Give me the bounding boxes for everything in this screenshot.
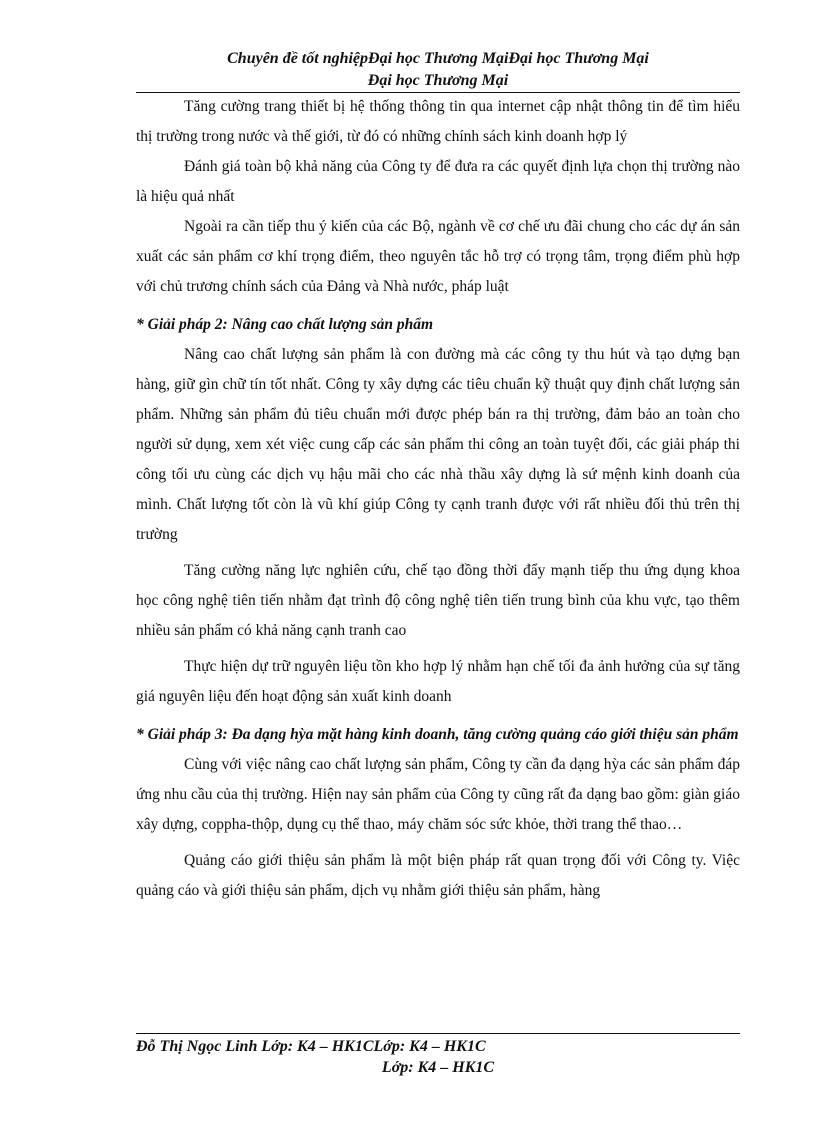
paragraph-material-reserve: Thực hiện dự trữ nguyên liệu tồn kho hợp lý nhằm hạn chế tối đa ảnh hưởng của sự tăng giá nguyên liệu đến hoạt động sản xuất kinh doanh bbox=[136, 658, 740, 705]
paragraph-product-diversification: Cùng với việc nâng cao chất lượng sản phẩm, Công ty cần đa dạng hỳa các sản phẩm đáp ứng nhu cầu của thị trường. Hiện nay sản phẩm của Công ty cũng rất đa dạng bao gồm: giàn giáo xây dựng, coppha-thộp, dụng cụ thể thao, máy chăm sóc sức khỏe, thời trang thể thao… bbox=[136, 756, 740, 833]
paragraph-internet-info: Tăng cường trang thiết bị hệ thống thông tin qua internet cập nhật thông tin để tìm hiểu thị trường trong nước và thế giới, từ đó có những chính sách kinh doanh hợp lý bbox=[136, 98, 740, 145]
section-heading-solution-2: * Giải pháp 2: Nâng cao chất lượng sản phẩm bbox=[136, 316, 434, 333]
section-heading-solution-3: * Giải pháp 3: Đa dạng hỳa mặt hàng kinh doanh, tăng cường quảng cáo giới thiệu sản phẩm bbox=[136, 726, 739, 743]
paragraph-ministry-feedback: Ngoài ra cần tiếp thu ý kiến của các Bộ, ngành về cơ chế ưu đãi chung cho các dự án sản xuất các sản phẩm cơ khí trọng điểm, theo nguyên tắc hỗ trợ có trọng tâm, trọng điểm phù hợp với chủ trương chính sách của Đảng và Nhà nước, pháp luật bbox=[136, 218, 740, 295]
footer-line-2: Lớp: K4 – HK1C bbox=[381, 1059, 495, 1076]
page-header bbox=[136, 48, 740, 92]
paragraph-research-capacity: Tăng cường năng lực nghiên cứu, chế tạo đồng thời đẩy mạnh tiếp thu ứng dụng khoa học công nghệ tiên tiến nhằm đạt trình độ công nghệ tiên tiến trung bình của khu vực, tạo thêm nhiều sản phẩm có khả năng cạnh tranh cao bbox=[136, 562, 740, 639]
paragraph-advertising: Quảng cáo giới thiệu sản phẩm là một biện pháp rất quan trọng đối với Công ty. Việc quảng cáo và giới thiệu sản phẩm, dịch vụ nhằm giới thiệu sản phẩm, hàng bbox=[136, 852, 740, 899]
document-body bbox=[136, 92, 740, 906]
paragraph-product-quality: Nâng cao chất lượng sản phẩm là con đường mà các công ty thu hút và tạo dựng bạn hàng, giữ gìn chữ tín tốt nhất. Công ty xây dựng các tiêu chuẩn kỹ thuật quy định chất lượng sản phẩm. Những sản phẩm đủ tiêu chuẩn mới được phép bán ra thị trường, đảm bảo an toàn cho người sử dụng, xem xét việc cung cấp các sản phẩm thi công an toàn tuyệt đối, các giải pháp thi công tối ưu cùng các dịch vụ hậu mãi cho các nhà thầu xây dựng là sứ mệnh kinh doanh của mình. Chất lượng tốt còn là vũ khí giúp Công ty cạnh tranh được với rất nhiều đối thủ trên thị trường bbox=[136, 346, 740, 543]
footer-divider bbox=[136, 1033, 740, 1034]
header-line-1: Chuyên đề tốt nghiệpĐại học Thương MạiĐại học Thương Mại bbox=[227, 50, 649, 67]
footer-line-1: Đỗ Thị Ngọc Linh Lớp: K4 – HK1CLớp: K4 – HK1C bbox=[136, 1038, 486, 1055]
header-line-2: Đại học Thương Mại bbox=[367, 72, 509, 89]
page-footer bbox=[136, 1036, 740, 1078]
paragraph-evaluate-capacity: Đánh giá toàn bộ khả năng của Công ty để đưa ra các quyết định lựa chọn thị trường nào là hiệu quả nhất bbox=[136, 158, 740, 205]
